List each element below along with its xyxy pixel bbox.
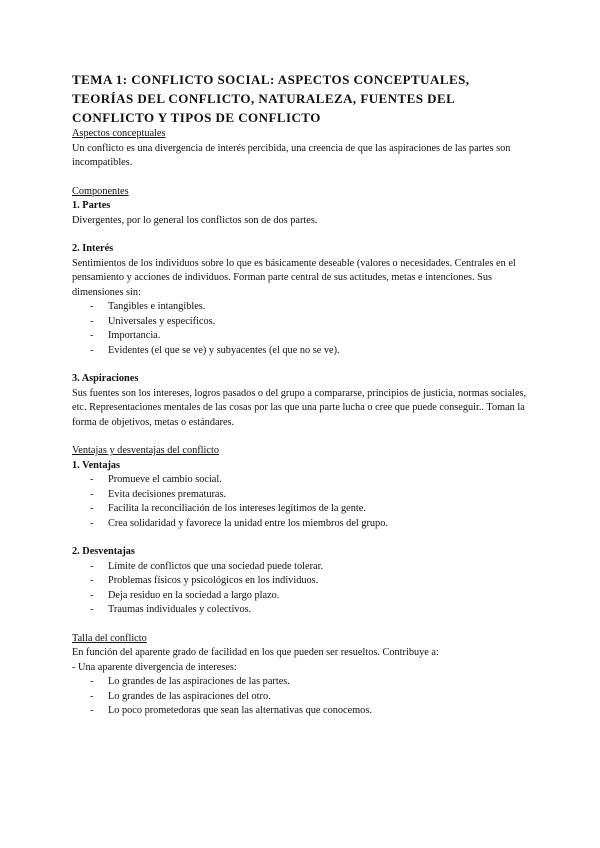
list-item: - Lo grandes de las aspiraciones de las partes.: [72, 675, 532, 690]
list-item: - Problemas físicos y psicológicos en los individuos.: [72, 574, 532, 589]
list-item: - Evita decisiones prematuras.: [72, 488, 532, 503]
list-item: - Lo poco prometedoras que sean las alternativas que conocemos.: [72, 704, 532, 719]
section-heading-ventajas-desventajas: Ventajas y desventajas del conflicto: [72, 445, 219, 456]
spacer: [72, 171, 532, 185]
list-item: - Promueve el cambio social.: [72, 473, 532, 488]
aspectos-text: Un conflicto es una divergencia de interés percibida, una creencia de que las aspiraciones de las partes son incompatibles.: [72, 142, 511, 168]
subheading-aspiraciones: 3. Aspiraciones: [72, 373, 139, 384]
talla-text: En función del aparente grado de facilidad en los que pueden ser resueltos. Contribuye a:: [72, 647, 439, 658]
desventajas-list: [72, 560, 532, 618]
spacer: [72, 430, 532, 444]
list-item: - Evidentes (el que se ve) y subyacentes (el que no se ve).: [72, 344, 532, 359]
subheading-partes: 1. Partes: [72, 200, 111, 211]
interes-list: [72, 300, 532, 358]
partes-text: Divergentes, por lo general los conflictos son de dos partes.: [72, 214, 318, 226]
spacer: [72, 228, 532, 242]
section-heading-componentes: Componentes: [72, 185, 129, 197]
subheading-interes: 2. Interés: [72, 243, 114, 254]
list-item: - Universales y específicos.: [72, 315, 532, 330]
talla-list: [72, 675, 532, 719]
aspiraciones-text: Sus fuentes son los intereses, logros pasados o del grupo a compararse, principios de justicia, normas sociales, etc. Representaciones mentales de las cosas por las que una parte lucha o cree que puede conseguir.. Toman la forma de objetivos, metas o estándares.: [72, 387, 527, 428]
list-item: - Deja residuo en la sociedad a largo plazo.: [72, 589, 532, 604]
document-page: [72, 70, 532, 719]
talla-subtext: - Una aparente divergencia de intereses:: [72, 661, 237, 673]
section-heading-aspectos: Aspectos conceptuales: [72, 128, 166, 139]
list-item: - Importancia.: [72, 329, 532, 344]
spacer: [72, 531, 532, 545]
spacer: [72, 618, 532, 632]
list-item: - Tangibles e intangibles.: [72, 300, 532, 315]
subheading-ventajas: 1. Ventajas: [72, 459, 121, 471]
spacer: [72, 358, 532, 372]
list-item: - Facilita la reconciliación de los intereses legítimos de la gente.: [72, 502, 532, 517]
list-item: - Traumas individuales y colectivos.: [72, 603, 532, 618]
section-heading-talla: Talla del conflicto: [72, 632, 147, 644]
list-item: - Lo grandes de las aspiraciones del otro.: [72, 690, 532, 705]
list-item: - Crea solidaridad y favorece la unidad entre los miembros del grupo.: [72, 517, 532, 532]
ventajas-list: [72, 473, 532, 531]
document-title: TEMA 1: CONFLICTO SOCIAL: ASPECTOS CONCEPTUALES, TEORÍAS DEL CONFLICTO, NATURALEZA, FUENTES DEL CONFLICTO Y TIPOS DE CONFLICTO: [72, 72, 470, 125]
subheading-desventajas: 2. Desventajas: [72, 546, 135, 557]
list-item: - Límite de conflictos que una sociedad puede tolerar.: [72, 560, 532, 575]
interes-text: Sentimientos de los individuos sobre lo que es básicamente deseable (valores o necesidades. Centrales en el pensamiento y acciones de individuos. Forman parte central de sus actitudes, metas e intenciones. Sus dimensiones sin:: [72, 257, 516, 298]
